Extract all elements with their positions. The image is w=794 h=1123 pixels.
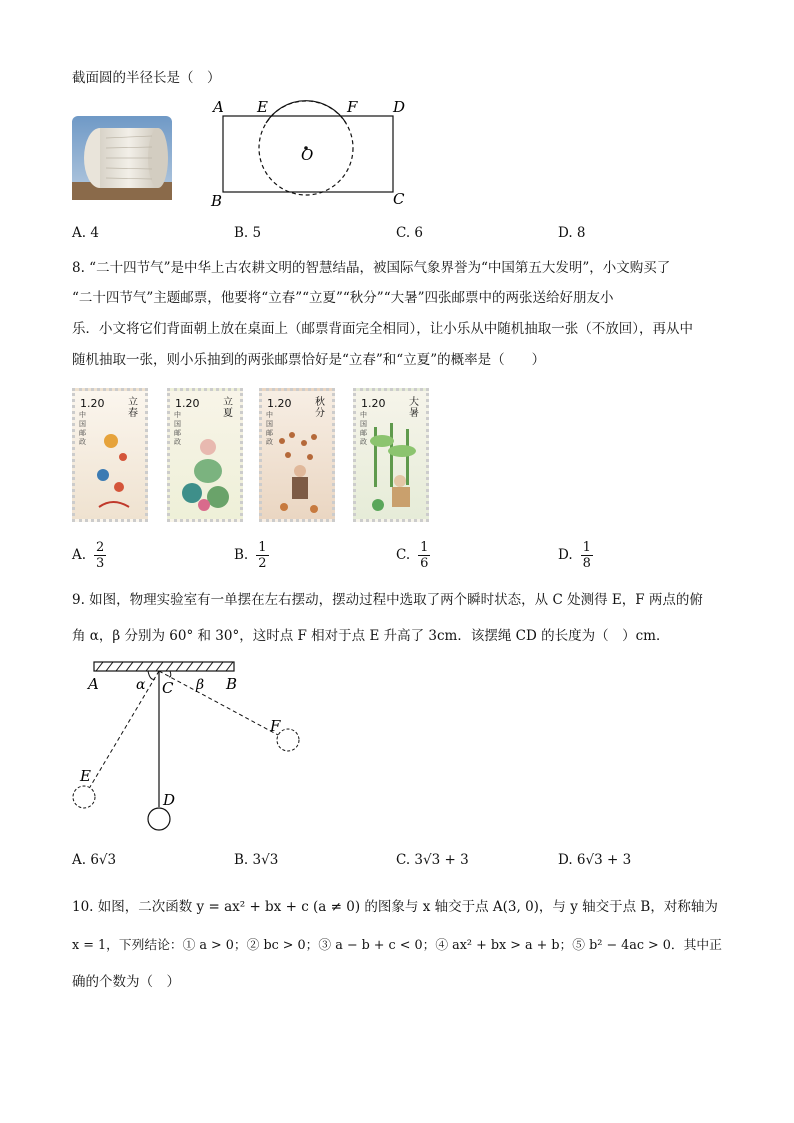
bob-e	[73, 786, 95, 808]
q9-option-b[interactable]: B. 3√3	[234, 852, 279, 868]
label-O: O	[301, 146, 314, 164]
label-D: D	[393, 98, 406, 116]
label-alpha: α	[136, 677, 146, 693]
label-beta: β	[196, 677, 205, 693]
rect-circle-diagram	[205, 92, 420, 212]
label-E: E	[257, 98, 268, 116]
q7-option-c[interactable]: C. 6	[396, 225, 424, 241]
bob-d	[148, 808, 170, 830]
q9-line-2: 角 α，β 分别为 60° 和 30°，这时点 F 相对于点 E 升高了 3cm．该摆绳 CD 的长度为（ ）cm．	[72, 628, 670, 644]
q8-option-c[interactable]: C. $\frac{1}{6}$	[396, 540, 429, 571]
q10-line-3: 确的个数为（ ）	[72, 974, 180, 990]
q7-text: 截面圆的半径长是（ ）	[72, 70, 221, 86]
q9-option-d[interactable]: D. 6√3 + 3	[558, 852, 632, 868]
q8-option-d[interactable]: D. $\frac{1}{8}$	[558, 540, 591, 571]
q7-option-b[interactable]: B. 5	[234, 225, 262, 241]
q8-line-2: “二十四节气”主题邮票，他要将“立春”“立夏”“秋分”“大暑”四张邮票中的两张送给好朋友小	[72, 290, 614, 306]
q8-option-a[interactable]: A. $\frac{2}{3}$	[72, 540, 105, 571]
pendulum-diagram	[66, 655, 316, 835]
q7-option-a[interactable]: A. 4	[72, 225, 99, 241]
stamp-dashu: 1.20 大暑 中国邮政	[353, 388, 429, 522]
label-C: C	[162, 679, 174, 697]
stamp-qiufen: 1.20 秋分 中国邮政	[259, 388, 335, 522]
label-A: A	[88, 675, 99, 693]
q8-line-1: 8. “二十四节气”是中华上古农耕文明的智慧结晶，被国际气象界誉为“中国第五大发明”，小文购买了	[72, 260, 671, 276]
label-C: C	[393, 190, 405, 208]
label-F: F	[347, 98, 358, 116]
q7-option-d[interactable]: D. 8	[558, 225, 586, 241]
label-F: F	[270, 717, 281, 735]
rope-ce	[90, 671, 159, 787]
q9-line-1: 9. 如图，物理实验室有一单摆在左右摆动，摆动过程中选取了两个瞬时状态，从 C 处测得 E，F 两点的俯	[72, 592, 703, 608]
q10-line-2: x = 1，下列结论：① a > 0；② bc > 0；③ a − b + c < 0；④ ax² + bx > a + b；⑤ b² − 4ac > 0．其中正	[72, 938, 722, 953]
stamp-lichun: 1.20 立春 中国邮政	[72, 388, 148, 522]
angle-alpha-arc	[148, 671, 155, 679]
label-E: E	[80, 767, 91, 785]
q8-line-3: 乐．小文将它们背面朝上放在桌面上（邮票背面完全相同），让小乐从中随机抽取一张（不放回），再从中	[72, 321, 693, 337]
q9-option-c[interactable]: C. 3√3 + 3	[396, 852, 469, 868]
label-A: A	[213, 98, 224, 116]
q9-option-a[interactable]: A. 6√3	[72, 852, 117, 868]
ceiling-beam	[94, 662, 234, 671]
q8-line-4: 随机抽取一张，则小乐抽到的两张邮票恰好是“立春”和“立夏”的概率是（ ）	[72, 352, 546, 368]
q10-line-1: 10. 如图，二次函数 y = ax² + bx + c (a ≠ 0) 的图象与 x 轴交于点 A(3, 0)，与 y 轴交于点 B，对称轴为	[72, 899, 718, 915]
angle-beta-arc	[169, 671, 171, 677]
label-B: B	[211, 192, 223, 210]
stamp-lixia: 1.20 立夏 中国邮政	[167, 388, 243, 522]
q8-option-b[interactable]: B. $\frac{1}{2}$	[234, 540, 267, 571]
label-B: B	[226, 675, 238, 693]
cotton-roll-photo	[72, 116, 172, 200]
solid-arc	[266, 101, 346, 123]
rope-cf	[159, 671, 278, 735]
label-D: D	[163, 791, 176, 809]
